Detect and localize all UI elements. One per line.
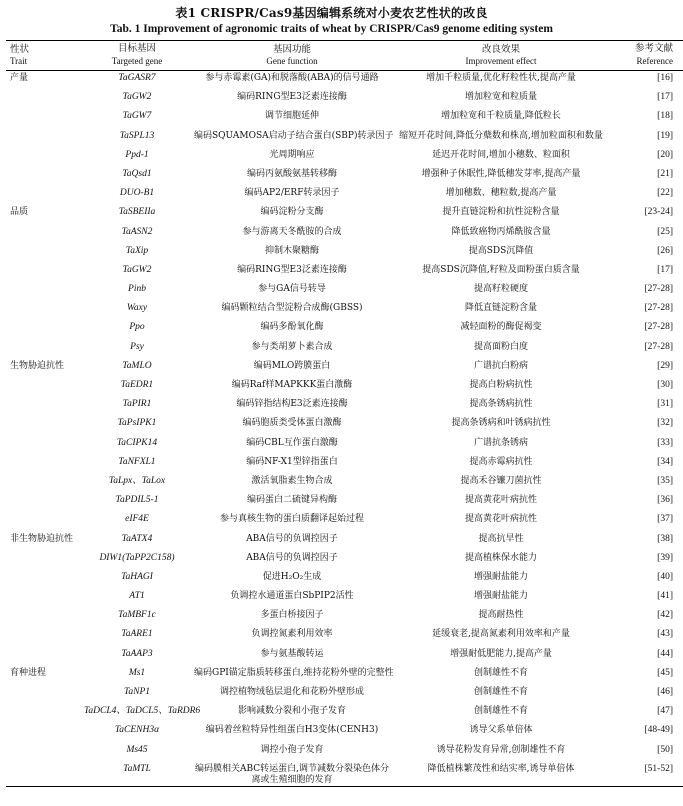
reference-cell: [32] <box>657 418 673 429</box>
header-trait <box>6 41 82 71</box>
table-row <box>6 378 683 397</box>
gene-cell: TaASN2 <box>121 226 153 237</box>
trait-cell <box>6 186 82 205</box>
effect-cell: 延迟开花时间,增加小穗数、粒面积 <box>432 149 570 160</box>
gene-cell: TaPsIPK1 <box>117 418 157 429</box>
reference-cell: [27-28] <box>644 303 673 314</box>
gene-cell: TaATX4 <box>121 533 153 544</box>
effect-cell: 提高SDS沉降值,籽粒及面粉蛋白质含量 <box>422 264 580 275</box>
effect-cell: 创制雄性不育 <box>473 687 528 697</box>
header-gene-en: Targeted gene <box>111 55 163 66</box>
reference-cell: [19] <box>657 130 673 141</box>
reference-cell: [50] <box>657 744 673 755</box>
effect-cell: 创制雄性不育 <box>473 667 528 678</box>
reference-cell: [22] <box>657 188 673 199</box>
gene-cell: TaCIPK14 <box>116 437 158 448</box>
header-function-cn: 基因功能 <box>272 44 311 55</box>
gene-cell: TaARE1 <box>121 629 153 640</box>
trait-cell <box>6 244 82 263</box>
function-cell: 编码RING型E3泛素连接酶 <box>237 264 347 275</box>
table-row <box>6 743 683 762</box>
table-row <box>6 455 683 474</box>
gene-cell: TaEDR1 <box>120 380 154 390</box>
gene-cell: DUO-B1 <box>119 188 155 199</box>
gene-cell: TaLpx、TaLox <box>108 475 166 486</box>
gene-cell: TaPDIL5-1 <box>115 495 159 506</box>
trait-cell <box>6 512 82 531</box>
gene-cell: Ms45 <box>126 744 148 755</box>
table-row <box>6 493 683 512</box>
function-cell: 编码多酚氧化酶 <box>260 322 324 333</box>
reference-cell: [25] <box>657 226 673 237</box>
function-cell: 编码Raf样MAPKKK蛋白激酶 <box>231 380 353 390</box>
table-row <box>6 340 683 359</box>
function-cell: 编码淀粉分支酶 <box>260 207 324 218</box>
effect-cell: 增加千粒质量,优化籽粒性状,提高产量 <box>426 73 576 83</box>
function-cell: 编码锌指结构E3泛素连接酶 <box>236 399 348 410</box>
table-row <box>6 512 683 531</box>
effect-cell: 降低植株繁茂性和结实率,诱导单倍体 <box>427 763 575 774</box>
function-cell: 编码着丝粒特异性组蛋白H3变体(CENH3) <box>205 725 379 736</box>
table-row <box>6 301 683 320</box>
effect-cell: 提升直链淀粉和抗性淀粉含量 <box>442 207 560 218</box>
effect-cell: 提高植株保水能力 <box>464 552 537 563</box>
trait-cell <box>6 340 82 359</box>
reference-cell: [21] <box>657 168 673 179</box>
table-title-cn: 表1 CRISPR/Cas9基因编辑系统对小麦农艺性状的改良 <box>175 6 488 20</box>
table-row <box>6 282 683 301</box>
gene-cell: TaGW2 <box>122 92 152 103</box>
effect-cell: 诱导花粉发育异常,创制雄性不育 <box>436 744 566 755</box>
trait-cell <box>6 474 82 493</box>
reference-cell: [27-28] <box>644 341 673 352</box>
gene-cell: TaGW2 <box>122 264 152 275</box>
trait-cell: 产量 <box>10 73 29 83</box>
trait-cell <box>6 685 82 704</box>
effect-cell: 提高黄花叶病抗性 <box>464 495 537 506</box>
gene-cell: eIF4E <box>125 514 149 525</box>
function-cell: 激活氧脂素生物合成 <box>251 475 333 486</box>
function-cell: 编码膜相关ABC转运蛋白,调节减数分裂染色体分离或生殖细胞的发育 <box>194 763 390 785</box>
gene-cell: Ppo <box>129 322 145 333</box>
function-cell: 编码GPI锚定脂质转移蛋白,维持花粉外壁的完整性 <box>194 667 394 678</box>
reference-cell: [42] <box>657 610 673 621</box>
header-gene <box>82 41 192 71</box>
gene-cell: TaXip <box>125 245 149 256</box>
table-row <box>6 436 683 455</box>
trait-cell <box>6 627 82 646</box>
trait-cell: 生物胁迫抗性 <box>10 360 65 371</box>
effect-cell: 增强耐低肥能力,提高产量 <box>450 648 552 659</box>
trait-cell <box>6 723 82 742</box>
effect-cell: 增强耐盐能力 <box>473 571 528 582</box>
reference-cell: [29] <box>657 360 673 371</box>
effect-cell: 降低致癌物丙烯酰胺含量 <box>451 226 551 237</box>
table-row <box>6 685 683 704</box>
header-gene-cn: 目标基因 <box>117 44 156 54</box>
effect-cell: 广谱抗条锈病 <box>473 437 528 448</box>
trait-cell <box>6 90 82 109</box>
header-reference <box>610 41 683 71</box>
gene-cell: Waxy <box>126 303 148 314</box>
gene-cell: TaNFXL1 <box>118 456 156 467</box>
header-reference-cn: 参考文献 <box>634 44 673 54</box>
header-effect-cn: 改良效果 <box>481 44 520 55</box>
trait-cell <box>6 109 82 128</box>
table-row <box>6 532 683 551</box>
function-cell: 编码SQUAMOSA启动子结合蛋白(SBP)转录因子 <box>194 130 394 141</box>
gene-cell: Psy <box>130 341 144 352</box>
table-row <box>6 90 683 109</box>
effect-cell: 提高籽粒硬度 <box>473 284 528 295</box>
table-header <box>6 41 683 71</box>
table-row <box>6 205 683 224</box>
reference-cell: [44] <box>657 648 673 659</box>
effect-cell: 提高白粉病抗性 <box>469 380 533 390</box>
effect-cell: 提高抗旱性 <box>478 533 524 544</box>
table-row <box>6 666 683 685</box>
function-cell: 光周期响应 <box>269 149 315 160</box>
table-row <box>6 225 683 244</box>
reference-cell: [41] <box>657 591 673 602</box>
function-cell: 编码RING型E3泛素连接酶 <box>237 92 347 103</box>
function-cell: 编码丙氨酸氨基转移酶 <box>246 168 337 179</box>
trait-cell <box>6 493 82 512</box>
effect-cell: 提高面粉白度 <box>473 341 528 352</box>
trait-cell: 品质 <box>10 207 29 218</box>
reference-cell: [17] <box>657 264 673 275</box>
trait-cell <box>6 551 82 570</box>
function-cell: 编码胞质类受体蛋白激酶 <box>242 418 342 429</box>
effect-cell: 提高耐热性 <box>478 610 524 621</box>
effect-cell: 提高黄花叶病抗性 <box>464 514 537 525</box>
function-cell: 参与真核生物的蛋白质翻译起始过程 <box>219 514 364 525</box>
function-cell: 参与GA信号转导 <box>258 284 326 295</box>
gene-cell: TaNP1 <box>123 687 151 697</box>
reference-cell: [30] <box>657 380 673 390</box>
reference-cell: [36] <box>657 495 673 506</box>
effect-cell: 增强种子休眠性,降低穗发芽率,提高产量 <box>421 168 581 179</box>
gene-cell: TaAAP3 <box>121 648 153 659</box>
reference-cell: [45] <box>657 667 673 678</box>
gene-cell: TaGASR7 <box>118 73 156 83</box>
gene-cell: TaMBF1c <box>118 610 156 621</box>
header-reference-en: Reference <box>636 55 673 66</box>
table-row <box>6 397 683 416</box>
gene-cell: TaMLO <box>122 360 152 371</box>
gene-cell: TaQsd1 <box>122 168 152 179</box>
table-row <box>6 263 683 282</box>
reference-cell: [51-52] <box>644 763 673 774</box>
function-cell: 抑制木聚糖酶 <box>264 245 319 256</box>
table-row <box>6 647 683 666</box>
reference-cell: [17] <box>657 92 673 103</box>
effect-cell: 增强耐盐能力 <box>473 591 528 602</box>
gene-cell: TaHAGI <box>121 571 153 582</box>
table-row <box>6 71 683 91</box>
reference-cell: [43] <box>657 629 673 640</box>
header-function <box>192 41 392 71</box>
effect-cell: 提高赤霉病抗性 <box>469 456 533 467</box>
reference-cell: [47] <box>657 706 673 717</box>
table-row <box>6 148 683 167</box>
reference-cell: [33] <box>657 437 673 448</box>
effect-cell: 增加穗数、穗粒数,提高产量 <box>445 188 557 199</box>
reference-cell: [34] <box>657 456 673 467</box>
table-row <box>6 129 683 148</box>
function-cell: 编码颗粒结合型淀粉合成酶(GBSS) <box>221 303 363 314</box>
effect-cell: 提高条锈病和叶锈病抗性 <box>451 418 551 429</box>
trait-cell <box>6 320 82 339</box>
table-row <box>6 474 683 493</box>
reference-cell: [16] <box>657 73 673 83</box>
function-cell: 影响减数分裂和小孢子发育 <box>237 706 346 717</box>
trait-cell <box>6 378 82 397</box>
gene-cell: DIW1(TaPP2C158) <box>99 552 175 563</box>
gene-cell: AT1 <box>129 591 145 602</box>
table-row <box>6 359 683 378</box>
table-row <box>6 589 683 608</box>
effect-cell: 缩短开花时间,降低分蘖数和株高,增加粒面积和数量 <box>399 130 603 141</box>
effect-cell: 增加粒宽和千粒质量,降低粒长 <box>441 111 561 122</box>
table-row <box>6 570 683 589</box>
function-cell: 参与游离天冬酰胺的合成 <box>242 226 342 237</box>
function-cell: 多蛋白桥接因子 <box>260 610 324 621</box>
table-row <box>6 608 683 627</box>
trait-cell <box>6 167 82 186</box>
trait-cell <box>6 416 82 435</box>
trait-cell: 非生物胁迫抗性 <box>10 533 74 544</box>
trait-cell <box>6 570 82 589</box>
effect-cell: 延缓衰老,提高氮素利用效率和产量 <box>432 629 570 640</box>
header-trait-cn: 性状 <box>10 44 30 55</box>
effect-cell: 增加粒宽和粒质量 <box>464 92 537 103</box>
table-row <box>6 186 683 205</box>
effect-cell: 创制雄性不育 <box>473 706 528 717</box>
trait-cell <box>6 282 82 301</box>
function-cell: 参与类胡萝卜素合成 <box>251 341 333 352</box>
function-cell: 编码NF-X1型锌指蛋白 <box>246 456 338 467</box>
trait-cell <box>6 608 82 627</box>
gene-cell: TaCENH3α <box>114 725 160 736</box>
trait-cell <box>6 397 82 416</box>
table-row <box>6 320 683 339</box>
gene-cell: Ms1 <box>128 667 146 678</box>
function-cell: 编码MLO跨膜蛋白 <box>253 360 331 371</box>
effect-cell: 提高SDS沉降值 <box>468 245 534 256</box>
reference-cell: [35] <box>657 475 673 486</box>
gene-cell: TaDCL4、TaDCL5、TaRDR6 <box>84 706 201 717</box>
gene-cell: TaMTL <box>123 763 151 774</box>
trait-cell <box>6 301 82 320</box>
reference-cell: [48-49] <box>644 725 673 736</box>
function-cell: ABA信号的负调控因子 <box>246 533 338 544</box>
reference-cell: [23-24] <box>644 207 673 218</box>
function-cell: 参与赤霉素(GA)和脱落酸(ABA)的信号通路 <box>205 73 379 83</box>
trait-cell <box>6 436 82 455</box>
trait-cell <box>6 263 82 282</box>
reference-cell: [38] <box>657 533 673 544</box>
table-row <box>6 244 683 263</box>
trait-cell <box>6 129 82 148</box>
header-row <box>6 41 683 71</box>
reference-cell: [20] <box>657 149 673 160</box>
trait-cell <box>6 762 82 787</box>
trait-cell <box>6 743 82 762</box>
reference-cell: [27-28] <box>644 322 673 333</box>
trait-cell <box>6 225 82 244</box>
function-cell: 调节细胞延伸 <box>264 111 319 122</box>
effect-cell: 提高禾谷镰刀菌抗性 <box>460 475 542 486</box>
traits-table <box>6 40 683 787</box>
table-row <box>6 762 683 787</box>
function-cell: 调控植物绒毡层退化和花粉外壁形成 <box>219 687 364 697</box>
trait-cell <box>6 704 82 723</box>
table-row <box>6 627 683 646</box>
header-effect <box>392 41 610 71</box>
table-title-en: Tab. 1 Improvement of agronomic traits of wheat by CRISPR/Cas9 genome editing system <box>110 23 553 35</box>
reference-cell: [40] <box>657 571 673 582</box>
function-cell: 负调控氮素利用效率 <box>251 629 333 640</box>
gene-cell: TaSBEIIa <box>118 207 156 218</box>
gene-cell: Pinb <box>128 284 146 295</box>
trait-cell: 育种进程 <box>10 667 47 678</box>
effect-cell: 提高条锈病抗性 <box>469 399 533 410</box>
function-cell: 促进H₂O₂生成 <box>262 571 322 582</box>
gene-cell: TaSPL13 <box>119 130 155 141</box>
function-cell: 调控小孢子发育 <box>260 744 324 755</box>
trait-cell <box>6 647 82 666</box>
reference-cell: [39] <box>657 552 673 563</box>
function-cell: ABA信号的负调控因子 <box>246 552 338 563</box>
effect-cell: 降低直链淀粉含量 <box>464 303 537 314</box>
reference-cell: [26] <box>657 245 673 256</box>
trait-cell <box>6 455 82 474</box>
table-row <box>6 416 683 435</box>
trait-cell <box>6 589 82 608</box>
table-row <box>6 167 683 186</box>
table-row <box>6 551 683 570</box>
table-row <box>6 704 683 723</box>
reference-cell: [46] <box>657 687 673 697</box>
reference-cell: [27-28] <box>644 284 673 295</box>
header-function-en: Gene function <box>266 55 318 66</box>
table-body <box>6 71 683 787</box>
effect-cell: 减轻面粉的酶促褐变 <box>460 322 542 333</box>
table-row <box>6 723 683 742</box>
function-cell: 编码CBL互作蛋白激酶 <box>246 437 338 448</box>
header-effect-en: Improvement effect <box>465 55 537 66</box>
reference-cell: [18] <box>657 111 673 122</box>
gene-cell: TaGW7 <box>122 111 152 122</box>
trait-cell <box>6 148 82 167</box>
table-row <box>6 109 683 128</box>
gene-cell: TaPIR1 <box>122 399 152 410</box>
header-trait-en: Trait <box>10 55 28 66</box>
function-cell: 负调控水通道蛋白SbPIP2活性 <box>230 591 354 602</box>
function-cell: 编码蛋白二硫键异构酶 <box>246 495 337 506</box>
effect-cell: 诱导父系单倍体 <box>469 725 533 736</box>
gene-cell: Ppd-1 <box>125 149 149 160</box>
reference-cell: [31] <box>657 399 673 410</box>
function-cell: 编码AP2/ERF转录因子 <box>244 188 340 199</box>
function-cell: 参与氨基酸转运 <box>260 648 324 659</box>
reference-cell: [37] <box>657 514 673 525</box>
effect-cell: 广谱抗白粉病 <box>473 360 528 371</box>
